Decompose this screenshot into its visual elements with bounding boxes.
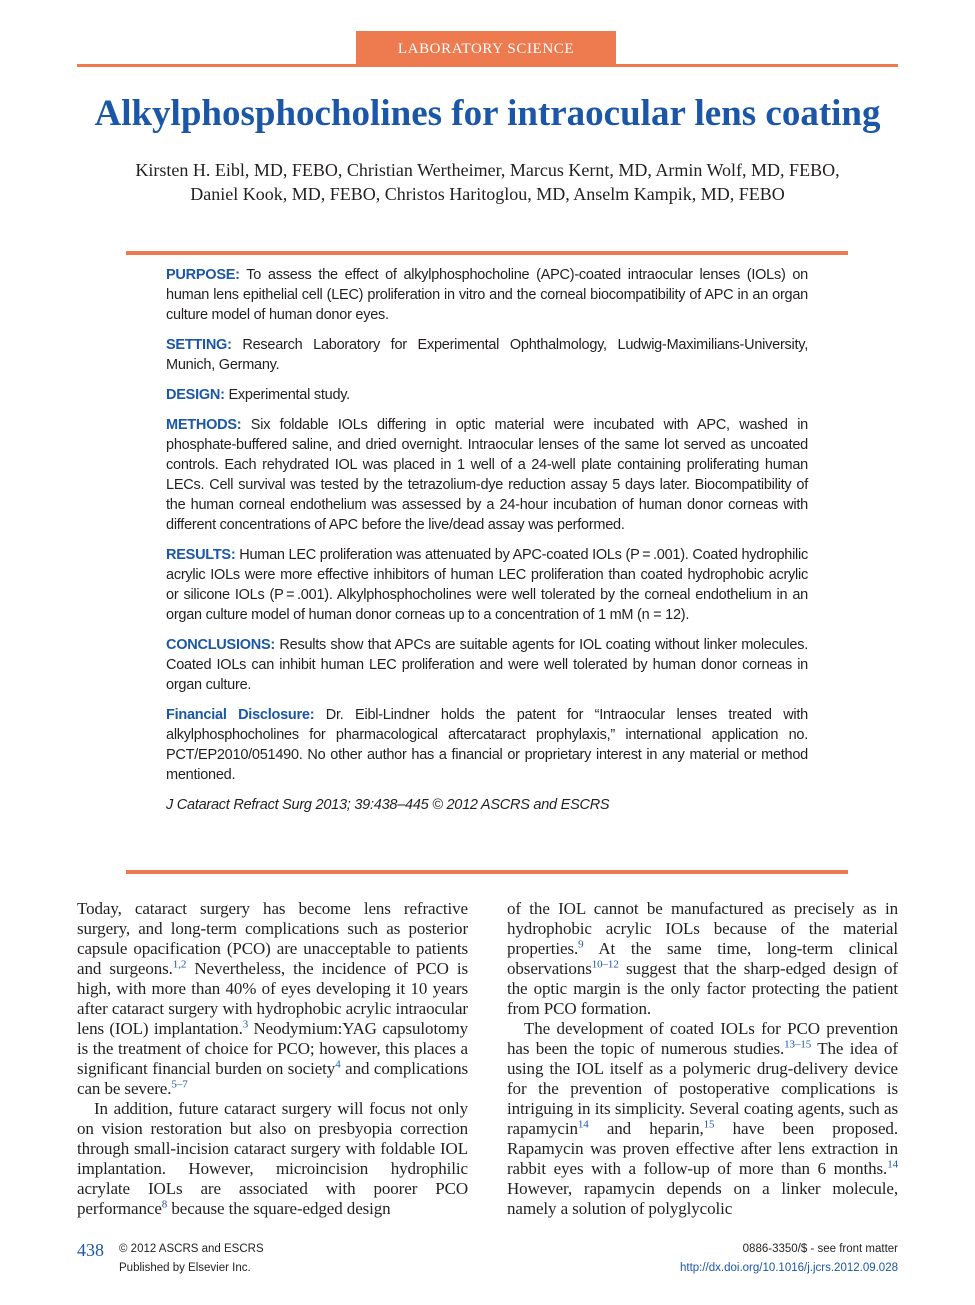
- reference-link[interactable]: 5–7: [171, 1078, 188, 1091]
- abstract-text: Six foldable IOLs differing in optic material were incubated with APC, washed in phosphate-buffered saline, and dried overnight. Intraocular lenses of the same lot served as uncoated controls. Each rehydrated IOL was placed in 1 well of a 24-well plate containing proliferating human LECs. Cell survival was tested by the tetrazolium-dye reduction assay 5 days later. Biocompatibility of the human corneal endothelium was assessed by a 24-hour incubation of human donor corneas with different concentrations of APC before the live/dead assay was performed.: [166, 417, 808, 533]
- reference-link[interactable]: 14: [887, 1158, 898, 1171]
- reference-link[interactable]: 13–15: [784, 1038, 812, 1051]
- header-rule: [77, 64, 898, 67]
- reference-link[interactable]: 8: [161, 1198, 168, 1211]
- abstract-design: [166, 385, 808, 405]
- reference-link[interactable]: 10–12: [591, 958, 619, 971]
- abstract-setting: [166, 335, 808, 375]
- reference-link[interactable]: 9: [578, 938, 584, 951]
- abstract-purpose: [166, 265, 808, 325]
- abstract-disclosure: [166, 705, 808, 785]
- abstract-label: RESULTS:: [166, 547, 236, 563]
- issn-notice: 0886-3350/$ - see front matter: [742, 1243, 898, 1255]
- abstract-results: [166, 545, 808, 625]
- abstract-label: CONCLUSIONS:: [166, 637, 275, 653]
- author-line: Kirsten H. Eibl, MD, FEBO, Christian Wertheimer, Marcus Kernt, MD, Armin Wolf, MD, FEBO,: [135, 160, 840, 180]
- abstract-text: Research Laboratory for Experimental Ophthalmology, Ludwig-Maximilians-University, Munich, Germany.: [166, 337, 808, 373]
- abstract: [166, 265, 808, 825]
- body-paragraph: In addition, future cataract surgery will focus not only on vision restoration but also on presbyopia correction through small-incision cataract surgery with foldable IOL implantation. However, microincision hydrophilic acrylate IOLs are associated with poorer PCO performance$^8$ because the square-edged design: [77, 1099, 468, 1218]
- page-footer: [77, 1238, 898, 1278]
- abstract-label: SETTING:: [166, 337, 232, 353]
- body-column-right: [507, 899, 898, 1219]
- reference-link[interactable]: 3: [242, 1018, 249, 1031]
- abstract-methods: [166, 415, 808, 535]
- abstract-label: PURPOSE:: [166, 267, 240, 283]
- abstract-bottom-rule: [126, 870, 848, 874]
- abstract-text: Experimental study.: [228, 387, 350, 403]
- abstract-label: DESIGN:: [166, 387, 225, 403]
- body-paragraph: The development of coated IOLs for PCO prevention has been the topic of numerous studies.$^{13-15}$ The idea of using the IOL itself as a polymeric drug-delivery device for the prevention of postoperative complications is intriguing in its simplicity. Several coating agents, such as rapamycin$^{14}$ and heparin,$^{15}$ have been proposed. Rapamycin was proven effective after lens extraction in rabbit eyes with a follow-up of more than 6 months.$^{14}$ However, rapamycin depends on a linker molecule, namely a solution of polyglycolic: [507, 1019, 898, 1218]
- copyright-notice: © 2012 ASCRS and ESCRS: [119, 1243, 264, 1255]
- abstract-text: Results show that APCs are suitable agents for IOL coating without linker molecules. Coated IOLs can inhibit human LEC proliferation and were well tolerated by human donor corneas in organ culture.: [166, 637, 808, 693]
- publisher-notice: Published by Elsevier Inc.: [119, 1262, 251, 1274]
- abstract-text: Dr. Eibl-Lindner holds the patent for “Intraocular lenses treated with alkylphosphocholines for pharmacological aftercataract prophylaxis,” international application no. PCT/EP2010/051490. No other author has a financial or proprietary interest in any material or method mentioned.: [166, 707, 808, 783]
- article-title: Alkylphosphocholines for intraocular lens coating: [94, 93, 881, 134]
- reference-link[interactable]: 4: [335, 1058, 341, 1071]
- abstract-conclusions: [166, 635, 808, 695]
- author-line: Daniel Kook, MD, FEBO, Christos Haritoglou, MD, Anselm Kampik, MD, FEBO: [190, 184, 785, 204]
- doi-link[interactable]: http://dx.doi.org/10.1016/j.jcrs.2012.09.028: [679, 1262, 898, 1274]
- abstract-text: Human LEC proliferation was attenuated by APC-coated IOLs (P = .001). Coated hydrophilic acrylic IOLs were more effective inhibitors of human LEC proliferation than coated hydrophobic acrylic or silicone IOLs (P = .001). Alkylphosphocholines were well tolerated by the corneal endothelium in an organ culture model of human donor corneas up to a concentration of 1 mM (n = 12).: [166, 547, 809, 623]
- author-list: [60, 158, 915, 206]
- abstract-text: To assess the effect of alkylphosphocholine (APC)-coated intraocular lenses (IOLs) on human lens epithelial cell (LEC) proliferation in vitro and the corneal biocompatibility of APC in an organ culture model of human donor eyes.: [166, 267, 808, 323]
- body-column-left: [77, 899, 468, 1219]
- abstract-label: METHODS:: [166, 417, 242, 433]
- page-number: 438: [77, 1240, 104, 1260]
- abstract-label: Financial Disclosure:: [166, 707, 315, 723]
- body-paragraph: Today, cataract surgery has become lens refractive surgery, and long-term complications such as posterior capsule opacification (PCO) are unacceptable to patients and surgeons.$^{1,2}$ Nevertheless, the incidence of PCO is high, with more than 40% of eyes developing it 10 years after cataract surgery with hydrophobic acrylic intraocular lens (IOL) implantation.$^3$ Neodymium:YAG capsulotomy is the treatment of choice for PCO; however, this places a significant financial burden on society$^4$ and complications can be severe.$^{5-7}$: [77, 899, 468, 1098]
- section-tab: LABORATORY SCIENCE: [356, 31, 616, 65]
- journal-citation: J Cataract Refract Surg 2013; 39:438–445 © 2012 ASCRS and ESCRS: [166, 797, 610, 813]
- body-paragraph: of the IOL cannot be manufactured as precisely as in hydrophobic acrylic IOLs because of the material properties.$^9$ At the same time, long-term clinical observations$^{10-12}$ suggest that the sharp-edged design of the optic margin is the only factor protecting the patient from PCO formation.: [507, 899, 898, 1018]
- reference-link[interactable]: 15: [703, 1118, 715, 1131]
- reference-link[interactable]: 14: [577, 1118, 589, 1131]
- reference-link[interactable]: 1,2: [172, 958, 187, 971]
- abstract-top-rule: [126, 251, 848, 255]
